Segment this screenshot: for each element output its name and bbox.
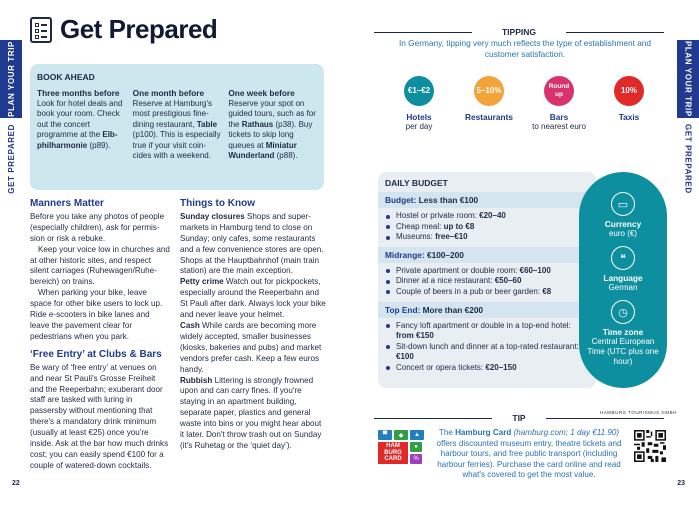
budget-heading: DAILY BUDGET	[385, 178, 448, 188]
checklist-icon	[30, 17, 52, 43]
budget-item: Concert or opera tickets: €20–150	[386, 363, 589, 374]
budget-tier: Top End: More than €200 Fancy loft apartment or double in a top-end hotel: from €150 Sit-down lunch and dinner at a top-rated restaurant: €100 Concert or opera tickets: €20–150	[378, 302, 596, 378]
tipping-item: 5–10% Restaurants	[454, 76, 524, 131]
fact-item: Cash While cards are becoming more widely accepted, smaller businesses (kiosks, bakeries and pubs) and market vendors prefer cash. Keep a few euros handy.	[180, 320, 322, 374]
hamburg-card-logo	[378, 430, 424, 474]
tip-text: The Hamburg Card (hamburg.com; 1 day €11.90) offers discounted museum entry, theatre tickets and harbour tours, and free public transport (including harbour ferries). Purchase the card online and read what's covered to get the most value.	[436, 428, 622, 480]
right-column	[180, 199, 326, 452]
fact-item: Rubbish Littering is strongly frowned upon and can carry fines. If you're staying in an apartment building, separate paper, plastics and general waste into bins or you might hear about it later. Don't throw trash out on Sunday (it's Ruhetag or the ‘quiet day’).	[180, 375, 322, 450]
daily-budget-box	[378, 172, 596, 388]
side-tab	[677, 40, 699, 196]
page-number: 22	[12, 480, 20, 487]
tipping-description: In Germany, tipping very much reflects the type of establishment and customer satisfaction.	[398, 38, 652, 59]
tip-amount-badge: Round up	[544, 76, 574, 106]
fact-item: Petty crime Watch out for pickpockets, especially around the Reeperbahn and St Pauli after dark. Always lock your bike and never leave your helmet.	[180, 277, 326, 320]
shopping-icon: ◆	[394, 430, 408, 440]
clock-icon: ◷	[611, 300, 635, 324]
speech-bubble-icon: ❝	[611, 246, 635, 270]
tip-amount-badge: 5–10%	[474, 76, 504, 106]
image-credit: HAMBURG TOURISMUS GMBH	[600, 410, 677, 415]
tipping-item: Round up Bars to nearest euro	[524, 76, 594, 131]
page-number: 23	[677, 480, 685, 487]
bus-icon: ▀	[378, 430, 392, 440]
paragraph: Keep your voice low in churches and at other historic sites, and respect silent carriages (Ruhewagen/Ruhebereich) on trains.	[30, 244, 170, 287]
book-ahead-column: One month before Reserve at Hamburg's most prestigious fine-dining restaurant, Table (p100). This is especially true if your visit coincides with a weekend.	[132, 88, 221, 160]
left-column	[30, 199, 170, 472]
tipping-item: €1–€2 Hotels per day	[384, 76, 454, 131]
book-ahead-column: One week before Reserve your spot on guided tours, such as for the Rathaus (p38). Buy tickets to skip long queues at Miniatur Wunderland (p88).	[228, 88, 316, 160]
things-to-know-heading: Things to Know	[180, 198, 255, 209]
budget-item: Hostel or private room: €20–40	[386, 211, 589, 222]
free-entry-heading: ‘Free Entry’ at Clubs & Bars	[30, 348, 162, 360]
side-tab-chapter: GET PREPARED	[683, 124, 693, 194]
book-ahead-box	[30, 64, 324, 190]
budget-item: Fancy loft apartment or double in a top-end hotel: from €150	[386, 321, 589, 342]
left-page	[0, 0, 349, 505]
side-tab	[0, 40, 22, 196]
fact-item: Sunday closures Shops and supermarkets in Hamburg tend to close on Sunday; only cafes, some restaurants and a few convenience stores are open. Shops at the Hauptbahnhof (main train station) are the main exception.	[180, 211, 324, 276]
budget-tier: Midrange: €100–200 Private apartment or double room: €60–100 Dinner at a nice restaurant: €50–60 Couple of beers in a pub or beer garden: €8	[378, 247, 596, 302]
book-ahead-column: Three months before Look for hotel deals and book your room. Check out the concert programme at the Elbphilharmonie (p89).	[37, 88, 123, 150]
tip-heading: TIP	[374, 413, 664, 423]
budget-item: Museums: free–€10	[386, 232, 589, 243]
manners-heading: Manners Matter	[30, 198, 104, 209]
discount-icon: %	[410, 454, 422, 464]
tipping-heading: TIPPING	[374, 27, 664, 37]
side-tab-chapter: GET PREPARED	[6, 124, 16, 194]
budget-tier: Budget: Less than €100 Hostel or private room: €20–40 Cheap meal: up to €8 Museums: free–€10	[378, 192, 596, 247]
budget-item: Sit-down lunch and dinner at a top-rated restaurant: €100	[386, 342, 589, 363]
qr-code-icon	[634, 430, 666, 462]
book-ahead-heading: BOOK AHEAD	[37, 72, 95, 82]
museum-icon: ▲	[410, 430, 424, 440]
location-pin-icon: ●	[410, 442, 422, 452]
fact-language: ❝ Language German	[603, 246, 642, 293]
page-header	[30, 14, 217, 45]
hamburg-card-wordmark: HAM BURG CARD	[378, 442, 408, 464]
banknote-icon: ▭	[611, 192, 635, 216]
paragraph: Be wary of ‘free entry’ at venues on and near St Pauli's Grosse Freiheit and the Reeperbahn; exuberant door staff are tasked with luring in passersby without mentioning that there's a mandatory drink minimum (usually at least €25) once you're inside. Ask at the bar how much drinks cost; you can easily spend €100 for a couple of watered-down cocktails.	[30, 362, 169, 470]
right-page	[350, 0, 699, 505]
paragraph: Before you take any photos of people (especially children), ask for permission or risk a rebuke.	[30, 211, 165, 243]
page-title: Get Prepared	[60, 14, 218, 44]
tipping-items	[384, 76, 664, 131]
fact-currency: ▭ Currency euro (€)	[605, 192, 641, 239]
budget-item: Private apartment or double room: €60–100	[386, 266, 589, 277]
budget-item: Couple of beers in a pub or beer garden: €8	[386, 287, 589, 298]
side-tab-section: PLAN YOUR TRIP	[0, 40, 22, 118]
budget-item: Dinner at a nice restaurant: €50–60	[386, 276, 589, 287]
tip-amount-badge: 10%	[614, 76, 644, 106]
budget-item: Cheap meal: up to €8	[386, 222, 589, 233]
tipping-item: 10% Taxis	[594, 76, 664, 131]
paragraph: When parking your bike, leave space for other bike users to lock up. Ride e-scooters in bike lanes and leave the pavement clear for pedestrians when you park.	[30, 288, 163, 341]
tip-amount-badge: €1–€2	[404, 76, 434, 106]
side-tab-section: PLAN YOUR TRIP	[677, 40, 699, 118]
quick-facts-pill	[579, 172, 667, 388]
fact-time-zone: ◷ Time zone Central European Time (UTC plus one hour)	[586, 300, 660, 367]
